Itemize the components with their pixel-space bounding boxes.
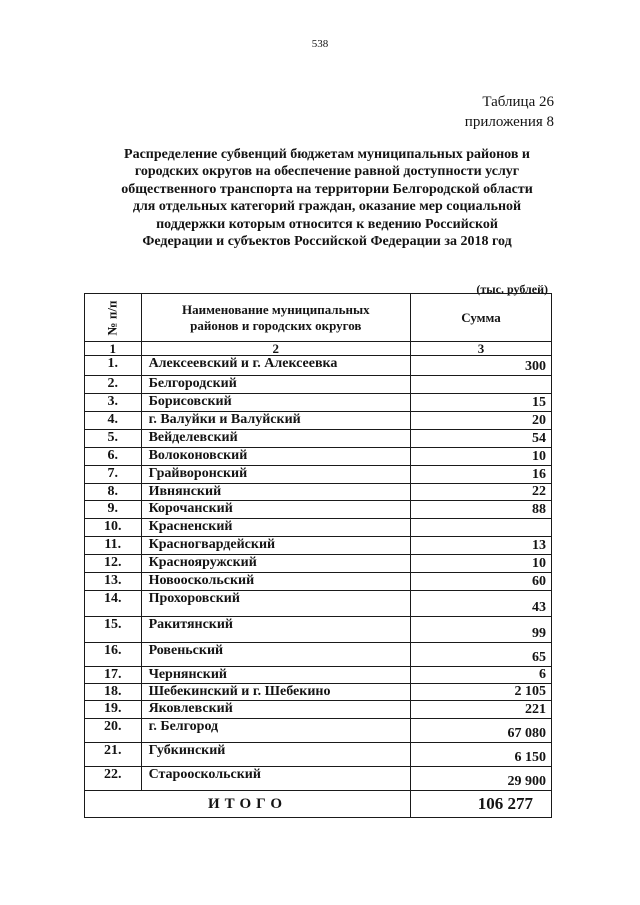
row-number: 18. bbox=[85, 684, 142, 701]
title-line: Федерации и субъектов Российской Федерации за 2018 год bbox=[142, 234, 512, 250]
table-row bbox=[85, 537, 552, 555]
header-num-label: № п/п bbox=[104, 300, 120, 335]
row-sum bbox=[411, 519, 552, 537]
row-number: 10. bbox=[85, 519, 142, 537]
table-row bbox=[85, 501, 552, 519]
table-row bbox=[85, 376, 552, 394]
row-sum: 15 bbox=[411, 394, 552, 412]
table-row bbox=[85, 484, 552, 501]
row-name: Корочанский bbox=[141, 501, 410, 519]
row-number: 14. bbox=[85, 591, 142, 617]
row-name: Старооскольский bbox=[141, 767, 410, 791]
row-name: Чернянский bbox=[141, 667, 410, 684]
table-row bbox=[85, 394, 552, 412]
table-row bbox=[85, 667, 552, 684]
table-row bbox=[85, 356, 552, 376]
row-number: 1. bbox=[85, 356, 142, 376]
row-name: Красненский bbox=[141, 519, 410, 537]
row-name: Губкинский bbox=[141, 743, 410, 767]
row-number: 13. bbox=[85, 573, 142, 591]
row-sum: 22 bbox=[411, 484, 552, 501]
table-row bbox=[85, 591, 552, 617]
row-number: 5. bbox=[85, 430, 142, 448]
row-number: 22. bbox=[85, 767, 142, 791]
table-row bbox=[85, 743, 552, 767]
row-number: 9. bbox=[85, 501, 142, 519]
table-row bbox=[85, 684, 552, 701]
row-sum: 67 080 bbox=[411, 719, 552, 743]
row-name: Белгородский bbox=[141, 376, 410, 394]
row-sum: 300 bbox=[411, 356, 552, 376]
row-sum: 60 bbox=[411, 573, 552, 591]
row-number: 15. bbox=[85, 617, 142, 643]
header-name-line2: районов и городских округов bbox=[190, 317, 362, 333]
row-number: 11. bbox=[85, 537, 142, 555]
row-name: Ракитянский bbox=[141, 617, 410, 643]
row-sum: 6 150 bbox=[411, 743, 552, 767]
table-row bbox=[85, 617, 552, 643]
table-row bbox=[85, 573, 552, 591]
row-name: Прохоровский bbox=[141, 591, 410, 617]
row-sum: 43 bbox=[411, 591, 552, 617]
column-number: 2 bbox=[141, 342, 410, 356]
row-number: 4. bbox=[85, 412, 142, 430]
row-sum: 6 bbox=[411, 667, 552, 684]
table-row bbox=[85, 719, 552, 743]
row-name: Ивнянский bbox=[141, 484, 410, 501]
row-sum: 29 900 bbox=[411, 767, 552, 791]
row-sum: 16 bbox=[411, 466, 552, 484]
row-sum: 2 105 bbox=[411, 684, 552, 701]
header-name-line1: Наименование муниципальных bbox=[181, 301, 370, 317]
row-name: Грайворонский bbox=[141, 466, 410, 484]
units-label: (тыс. рублей) bbox=[476, 282, 548, 296]
row-number: 16. bbox=[85, 643, 142, 667]
total-row bbox=[85, 791, 552, 818]
subvention-table bbox=[84, 293, 552, 818]
row-number: 12. bbox=[85, 555, 142, 573]
row-sum: 10 bbox=[411, 448, 552, 466]
total-value: 106 277 bbox=[411, 791, 552, 818]
row-number: 3. bbox=[85, 394, 142, 412]
table-row bbox=[85, 643, 552, 667]
row-name: Алексеевский и г. Алексеевка bbox=[141, 356, 410, 376]
row-name: Ровеньский bbox=[141, 643, 410, 667]
column-numbers-row bbox=[85, 342, 552, 356]
title-line: Распределение субвенций бюджетам муниципальных районов и bbox=[124, 147, 530, 162]
document-title bbox=[92, 146, 562, 250]
title-line: общественного транспорта на территории Белгородской области bbox=[121, 181, 533, 197]
table-row bbox=[85, 448, 552, 466]
row-number: 6. bbox=[85, 448, 142, 466]
row-number: 2. bbox=[85, 376, 142, 394]
title-line: для отдельных категорий граждан, оказание мер социальной bbox=[132, 199, 522, 215]
row-number: 7. bbox=[85, 466, 142, 484]
table-reference bbox=[465, 92, 554, 132]
row-number: 20. bbox=[85, 719, 142, 743]
row-number: 19. bbox=[85, 701, 142, 719]
title-line: поддержки которым относится к ведению Российской bbox=[156, 216, 498, 232]
row-sum: 221 bbox=[411, 701, 552, 719]
row-sum: 99 bbox=[411, 617, 552, 643]
title-line: городских округов на обеспечение равной доступности услуг bbox=[134, 164, 520, 180]
header-name bbox=[141, 294, 410, 342]
row-sum: 54 bbox=[411, 430, 552, 448]
table-row bbox=[85, 701, 552, 719]
row-name: г. Белгород bbox=[141, 719, 410, 743]
row-sum: 65 bbox=[411, 643, 552, 667]
page-number: 538 bbox=[311, 38, 329, 50]
table-reference-line2: приложения 8 bbox=[464, 114, 554, 130]
table-row bbox=[85, 519, 552, 537]
header-num bbox=[85, 294, 142, 342]
table-row bbox=[85, 767, 552, 791]
header-sum: Сумма bbox=[411, 294, 552, 342]
row-sum: 10 bbox=[411, 555, 552, 573]
row-name: Борисовский bbox=[141, 394, 410, 412]
row-name: Красногвардейский bbox=[141, 537, 410, 555]
row-sum bbox=[411, 376, 552, 394]
row-name: г. Валуйки и Валуйский bbox=[141, 412, 410, 430]
row-number: 17. bbox=[85, 667, 142, 684]
column-number: 1 bbox=[85, 342, 142, 356]
row-number: 8. bbox=[85, 484, 142, 501]
row-name: Волоконовский bbox=[141, 448, 410, 466]
table-row bbox=[85, 430, 552, 448]
row-name: Вейделевский bbox=[141, 430, 410, 448]
table-row bbox=[85, 466, 552, 484]
row-sum: 20 bbox=[411, 412, 552, 430]
row-name: Новооскольский bbox=[141, 573, 410, 591]
row-name: Шебекинский и г. Шебекино bbox=[141, 684, 410, 701]
row-number: 21. bbox=[85, 743, 142, 767]
row-name: Краснояружский bbox=[141, 555, 410, 573]
table-row bbox=[85, 555, 552, 573]
table-header-row bbox=[85, 294, 552, 342]
table-reference-line1: Таблица 26 bbox=[482, 94, 554, 110]
row-sum: 88 bbox=[411, 501, 552, 519]
total-label: ИТОГО bbox=[85, 791, 411, 818]
column-number: 3 bbox=[411, 342, 552, 356]
table-row bbox=[85, 412, 552, 430]
row-sum: 13 bbox=[411, 537, 552, 555]
row-name: Яковлевский bbox=[141, 701, 410, 719]
